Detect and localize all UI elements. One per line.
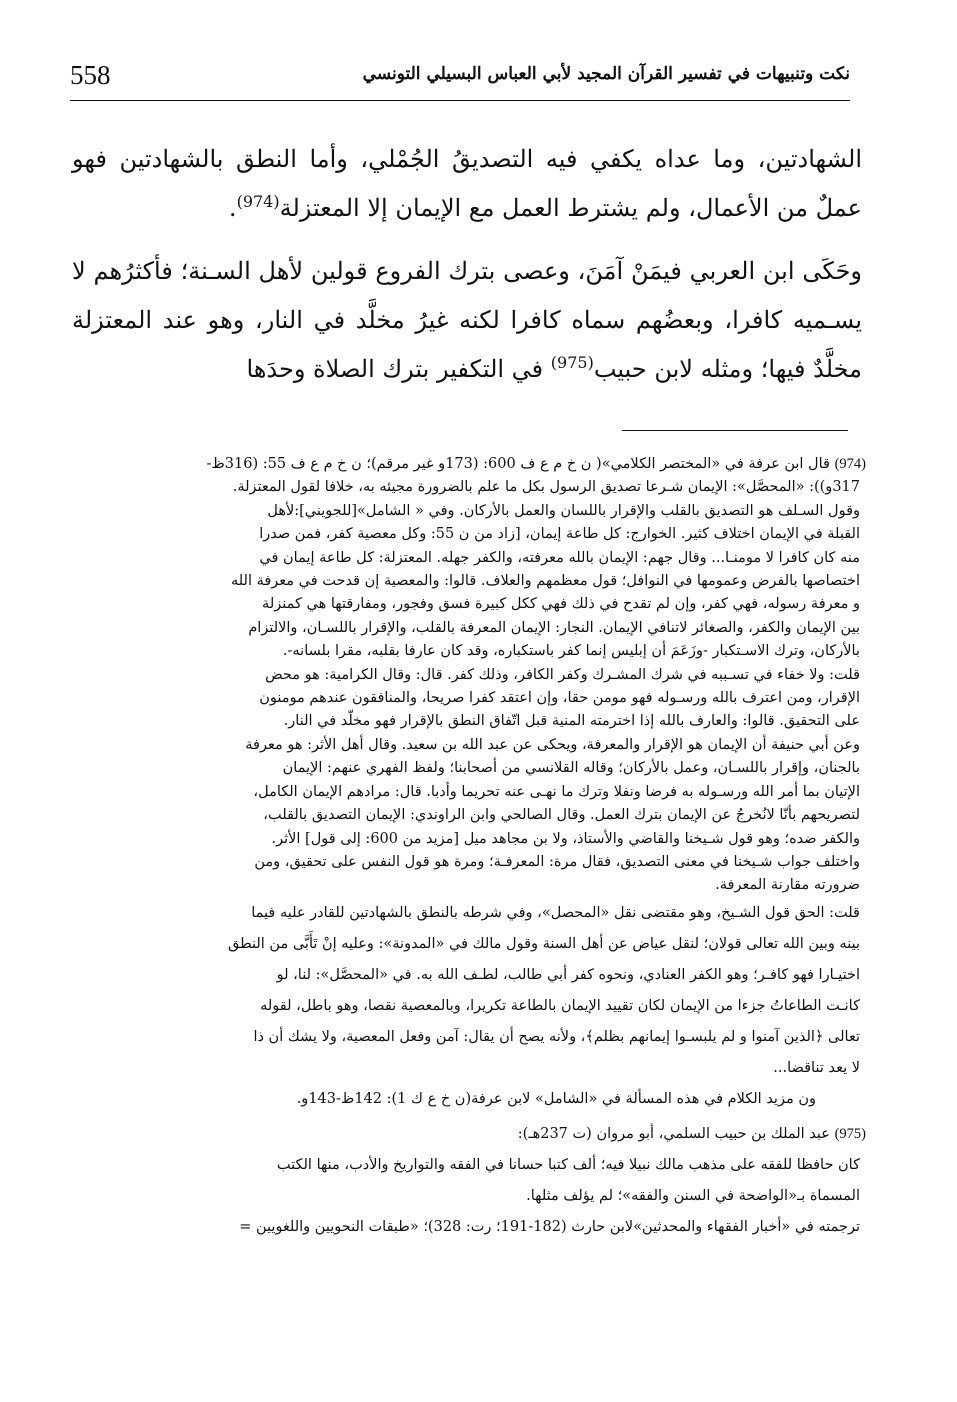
paragraph-1-text: الشهادتين، وما عداه يكفي فيه التصديقُ الجُمْلي، وأما النطق بالشهادتين فهو عملٌ من الأعمال، ولم يشترط العمل مع الإيمان إلا المعتزلة xyxy=(72,145,862,222)
footnote-line: بالأركان، وترك الاسـتكبار -وزَعَمَ أن إبليس إنما كفر باستكباره، وقد كان عارفا بقلبه، مقرا بلسانه-. xyxy=(282,643,860,660)
page-number: 558 xyxy=(70,60,111,90)
footnote-line: الإقرار، ومن اعترف بالله ورسـوله فهو مومن حقا، وإن اعتقد كفرا صريحا، والمنافقون عندهم مومنون xyxy=(259,690,860,707)
footnote-line: وقول السـلف هو التصديق بالقلب والإقرار باللسان والعمل بالأركان. وفي « الشامل»[للجويني]:لأهل xyxy=(267,502,860,519)
footnote-ref-975[interactable]: (975) xyxy=(550,353,594,372)
footnote-number: (974) xyxy=(834,456,866,472)
footnote-line-text: قال ابن عرفة في «المختصر الكلامي»( ن خ م ع ف 600: (173و غير مرقم)؛ ن خ م ع ف 55: (316ظ- xyxy=(206,456,830,472)
footnote-source-line: ون مزيد الكلام في هذه المسألة في «الشامل» لابن عرفة(ن خ ع ك 1): 142ظ-143و. xyxy=(296,1090,816,1107)
footnote-line: القبلة في الإيمان اختلاف كثير. الخوارج: كل طاعة إيمان، [زاد من ن 55: وكل معصية كفر، فمن صدرا xyxy=(259,526,860,543)
footnote-line: والكفر ضده؛ وهو قول شـيخنا والقاضي والأستاذ، ولا بن مجاهد ميل [مزيد من 600: إلى قول] الأثر. xyxy=(271,830,860,847)
footnote-line-text: ترجمته في «أخبار الفقهاء والمحدثين»لابن حارث (182-191؛ رت: 328)؛ «طبقات النحويين واللغويين xyxy=(256,1218,860,1235)
footnote-line: بين الإيمان والكفر، والصغائر لاتنافي الإيمان. النجار: الإيمان المعرفة بالقلب، والإقرار باللسـان، والالتزام xyxy=(248,619,860,636)
footnote-line: بالجنان، وإقرار باللسـان، وعمل بالأركان؛ وقاله القلانسي من أصحابنا؛ ولفظ الفهري عنهم: الإيمان xyxy=(282,760,860,777)
footnote-line: المسماة بـ«الواضحة في السنن والفقه»؛ لم يؤلف مثلها. xyxy=(526,1187,860,1204)
footnote-line: منه كان كافرا لا مومنـا... وقال جهم: الإيمان بالله معرفته، والكفر جهله. المعتزلة: كل طاعة إيمان في xyxy=(259,549,860,566)
footnote-line: ضرورته مقارنة المعرفة. xyxy=(715,877,860,894)
footnote-line: لتصريحهم بأنّا لانُخرجُ عن الإيمان بترك العمل. وقال الصالحي وابن الراوندي: الإيمان التصديق بالقلب، xyxy=(263,807,860,824)
paragraph-2-text-b: في التكفير بترك الصلاة وحدَها xyxy=(246,355,551,383)
footnote-line-text: عبد الملك بن حبيب السلمي، أبو مروان (ت 237هـ): xyxy=(517,1125,830,1142)
footnote-ref-974[interactable]: (974) xyxy=(236,192,280,211)
running-title: نكت وتنبيهات في تفسير القرآن المجيد لأبي العباس البسيلي التونسي xyxy=(362,64,850,84)
footnote-975 xyxy=(76,1119,866,1243)
footnote-line: قلت: الحق قول الشـيخ، وهو مقتضى نقل «المحصل»، وفي شرطه بالنطق بالشهادتين للقادر عليه فيما xyxy=(251,904,860,921)
footnote-line: واختلف جواب شـيخنا في معنى التصديق، فقال مرة: المعرفـة؛ ومرة هو قول النفس على تحقيق، ومن xyxy=(254,853,860,870)
footnote-line xyxy=(76,1212,866,1243)
footnote-974 xyxy=(76,453,866,1115)
footnote-line: وعن أبي حنيفة أن الإيمان هو الإقرار والمعرفة، ويحكى عن عبد الله بن سعيد. وقال أهل الأثر: هو معرفة xyxy=(245,736,860,753)
paragraph-2-text-a: وحَكَى ابن العربي فيمَنْ آمَنَ، وعصى بترك الفروع قولين لأهل السـنة؛ فأكثرُهم لا يسـميه كافرا، وبعضُهم سماه كافرا لكنه غيرُ مخلَّد في النار، وهو عند المعتزلة مخلَّدٌ فيها؛ ومثله لابن حبيب xyxy=(72,257,862,383)
footnote-line: قلت: ولا خفاء في تسـببه في شرك المشـرك وكفر الكافر، وذلك كفر. قال: وقال الكرامية: هو محض xyxy=(265,666,860,683)
footnote-line: الإتيان بما أمر الله ورسـوله به فرضا ونفلا وترك ما نهـى عنه تحريما وأدبا. قال: مرادهم الإيمان الكامل، xyxy=(253,783,860,800)
continuation-mark: = xyxy=(239,1218,252,1235)
footnote-line: اختصاصها بالفرض وعمومها في النوافل؛ قول معظمهم والعلاف. قالوا: والمعصية إن قدحت في معرفة الله xyxy=(230,573,860,590)
footnote-number: (975) xyxy=(834,1125,866,1142)
main-text xyxy=(72,135,862,394)
page-header xyxy=(70,56,850,101)
footnote-line: كانـت الطاعاتُ جزءا من الإيمان لكان تقييد الإيمان بالطاعة تكريرا، وبالمعصية نقصا، وهو باطل، لقوله xyxy=(260,997,860,1014)
footnote-line: اختيـارا فهو كافـر؛ وهو الكفر العنادي، ونحوه كفر أبي طالب، لطـف الله به. في «المحصَّل»: لنا، لو xyxy=(276,966,860,983)
footnote-line: و معرفة رسوله، فهي كفر، وإن لم تقدح في ذلك فهي ككل كبيرة فسق وفجور، ومفارقتها هي كمنزلة xyxy=(262,596,860,613)
footnote-line xyxy=(76,453,866,476)
footnotes xyxy=(76,453,866,1243)
footnote-line: بينه وبين الله تعالى قولان؛ لنقل عياض عن أهل السنة وقول مالك في «المدونة»: وعليه إنْ تَأَبَّى من النطق xyxy=(227,935,860,952)
footnote-separator xyxy=(622,430,848,431)
footnote-line: تعالى ﴿الذين آمنوا و لم يلبسـوا إيمانهم بظلم﴾، ولأنه يصح أن يقال: آمن وفعل المعصية، ولا يشك أن ذا xyxy=(253,1028,860,1045)
paragraph-1: الشهادتين، وما عداه يكفي فيه التصديقُ الجُمْلي، وأما النطق بالشهادتين فهو عملٌ من الأعمال، ولم يشترط العمل مع الإيمان إلا المعتزلة$^{(974)}$. xyxy=(72,145,862,222)
paragraph-2 xyxy=(72,247,862,394)
footnote-line xyxy=(76,1119,866,1150)
footnote-line: 317و)): «المحصَّل»: الإيمان شـرعا تصديق الرسول بكل ما علم بالضرورة مجيئه به، خلافا لقول المعتزلة. xyxy=(232,479,860,496)
footnote-line: لا يعد تناقضا... xyxy=(773,1059,860,1076)
footnote-line: كان حافظا للفقه على مذهب مالك نبيلا فيه؛ ألف كتبا حسانا في الفقه والتواريخ والأدب، منها الكتب xyxy=(276,1156,860,1173)
footnote-line: على التحقيق. قالوا: والعارف بالله إذا اخترمته المنية قبل اتّفاق النطق بالإقرار فهو مخلّد في النار. xyxy=(283,713,860,730)
